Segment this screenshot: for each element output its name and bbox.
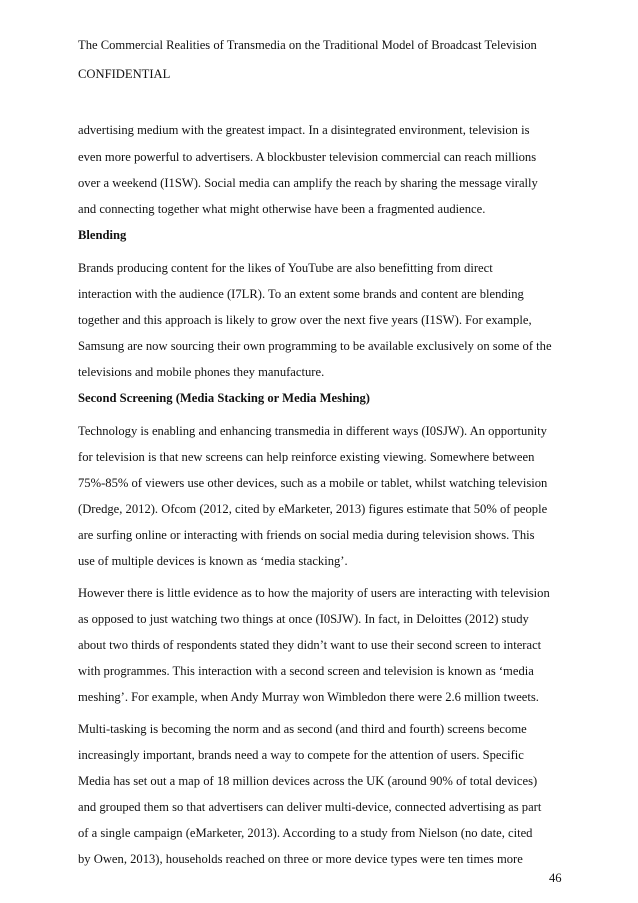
body-line: with programmes. This interaction with a second screen and television is known as ‘media <box>78 664 534 678</box>
body-line: Multi-tasking is becoming the norm and as second (and third and fourth) screens become <box>78 722 527 736</box>
body-line: However there is little evidence as to how the majority of users are interacting with television <box>78 586 550 600</box>
body-line: for television is that new screens can help reinforce existing viewing. Somewhere between <box>78 450 535 464</box>
body-line: over a weekend (I1SW). Social media can amplify the reach by sharing the message virally <box>78 176 538 190</box>
body-line: are surfing online or interacting with friends on social media during television shows. This <box>78 528 535 542</box>
body-line: Media has set out a map of 18 million devices across the UK (around 90% of total devices) <box>78 774 538 788</box>
body-line: of a single campaign (eMarketer, 2013). According to a study from Nielson (no date, cited <box>78 826 533 840</box>
page-number: 46 <box>549 871 562 885</box>
body-line: and grouped them so that advertisers can deliver multi-device, connected advertising as part <box>78 800 542 814</box>
section-heading-blending: Blending <box>78 228 127 242</box>
body-line: Samsung are now sourcing their own programming to be available exclusively on some of the <box>78 339 552 353</box>
body-line: Brands producing content for the likes of YouTube are also benefitting from direct <box>78 261 493 275</box>
body-line: advertising medium with the greatest impact. In a disintegrated environment, television is <box>78 123 530 137</box>
body-line: interaction with the audience (I7LR). To an extent some brands and content are blending <box>78 287 524 301</box>
body-line: use of multiple devices is known as ‘media stacking’. <box>78 554 348 568</box>
body-line: even more powerful to advertisers. A blockbuster television commercial can reach millions <box>78 150 537 164</box>
body-line: by Owen, 2013), households reached on three or more device types were ten times more <box>78 852 523 866</box>
body-line: 75%-85% of viewers use other devices, such as a mobile or tablet, whilst watching television <box>78 476 548 490</box>
body-line: together and this approach is likely to grow over the next five years (I1SW). For example, <box>78 313 532 327</box>
body-line: televisions and mobile phones they manufacture. <box>78 365 325 379</box>
body-line: about two thirds of respondents stated they didn’t want to use their second screen to interact <box>78 638 542 652</box>
body-line: and connecting together what might otherwise have been a fragmented audience. <box>78 202 486 216</box>
running-header-title: The Commercial Realities of Transmedia on the Traditional Model of Broadcast Television <box>78 38 537 52</box>
body-line: (Dredge, 2012). Ofcom (2012, cited by eMarketer, 2013) figures estimate that 50% of people <box>78 502 548 516</box>
section-heading-second-screening: Second Screening (Media Stacking or Media Meshing) <box>78 391 370 405</box>
body-line: Technology is enabling and enhancing transmedia in different ways (I0SJW). An opportunity <box>78 424 547 438</box>
body-line: increasingly important, brands need a way to compete for the attention of users. Specific <box>78 748 524 762</box>
confidential-label: CONFIDENTIAL <box>78 67 171 81</box>
body-line: as opposed to just watching two things at once (I0SJW). In fact, in Deloittes (2012) study <box>78 612 529 626</box>
body-line: meshing’. For example, when Andy Murray won Wimbledon there were 2.6 million tweets. <box>78 690 539 704</box>
